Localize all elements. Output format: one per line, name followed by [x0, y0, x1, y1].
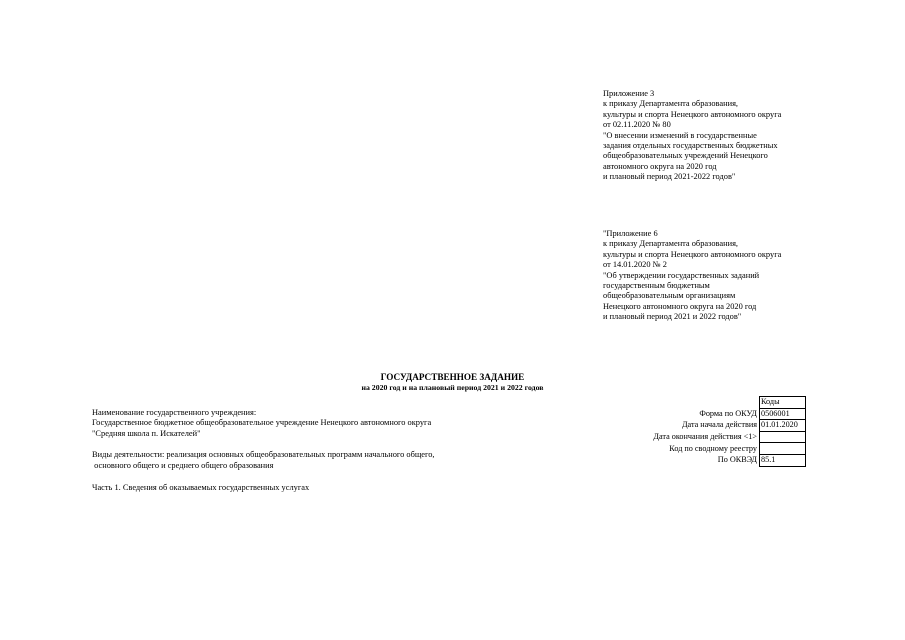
- codes-row-label: По ОКВЭД: [717, 455, 757, 465]
- institution-name: Государственное бюджетное общеобразовательное учреждение Ненецкого автономного округа: [92, 418, 432, 428]
- codes-row-value: [760, 443, 806, 455]
- appendix-3-line: "О внесении изменений в государственные: [603, 130, 757, 140]
- appendix-3-line: и плановый период 2021-2022 годов": [603, 172, 736, 182]
- appendix-6-line: и плановый период 2021 и 2022 годов": [603, 312, 742, 322]
- institution-label: Наименование государственного учреждения:: [92, 408, 257, 417]
- appendix-6-header: [603, 229, 781, 323]
- part-1-heading: Часть 1. Сведения об оказываемых государственных услугах: [92, 483, 310, 493]
- activities-line: основного общего и среднего общего образования: [92, 460, 274, 470]
- activities-line: Виды деятельности: реализация основных общеобразовательных программ начального общего,: [92, 450, 435, 460]
- appendix-3-line: культуры и спорта Ненецкого автономного округа: [603, 109, 782, 119]
- codes-row: [596, 454, 806, 466]
- codes-row-label: Форма по ОКУД: [699, 408, 757, 418]
- codes-row-value: 85.1: [760, 454, 806, 466]
- appendix-6-line: к приказу Департамента образования,: [603, 239, 739, 249]
- codes-row-value: 0506001: [760, 408, 806, 420]
- appendix-6-line: культуры и спорта Ненецкого автономного округа: [603, 249, 782, 259]
- appendix-6-line: от 14.01.2020 № 2: [603, 260, 667, 270]
- appendix-6-line: "Об утверждении государственных заданий: [603, 270, 760, 280]
- appendix-6-line: "Приложение 6: [603, 229, 658, 238]
- document-title: ГОСУДАРСТВЕННОЕ ЗАДАНИЕ: [380, 372, 525, 382]
- codes-row-label: Дата начала действия: [681, 420, 757, 430]
- document-subtitle: на 2020 год и на плановый период 2021 и 2022 годов: [361, 383, 544, 392]
- codes-row-label: Дата окончания действия <1>: [653, 432, 757, 442]
- codes-table: [596, 396, 806, 467]
- codes-row: [596, 443, 806, 455]
- appendix-6-line: общеобразовательным организациям: [603, 291, 736, 301]
- appendix-3-line: автономного округа на 2020 год: [603, 161, 717, 171]
- appendix-3-line: общеобразовательных учреждений Ненецкого: [603, 151, 768, 161]
- appendix-3-line: от 02.11.2020 № 80: [603, 120, 671, 130]
- appendix-3-line: к приказу Департамента образования,: [603, 99, 739, 109]
- appendix-3-line: Приложение 3: [603, 89, 655, 98]
- codes-row-value: 01.01.2020: [760, 420, 806, 432]
- institution-info: [92, 408, 435, 493]
- codes-header-row: [596, 397, 806, 409]
- appendix-6-line: государственным бюджетным: [603, 281, 710, 291]
- codes-row-value: [760, 431, 806, 443]
- appendix-6-line: Ненецкого автономного округа на 2020 год: [603, 301, 757, 311]
- appendix-3-line: задания отдельных государственных бюджетных: [603, 141, 778, 151]
- institution-name-short: "Средняя школа п. Искателей": [92, 428, 201, 438]
- codes-row: [596, 408, 806, 420]
- codes-row: [596, 420, 806, 432]
- codes-row: [596, 431, 806, 443]
- codes-row-label: Код по сводному реестру: [669, 443, 757, 453]
- codes-header: Коды: [760, 397, 806, 409]
- appendix-3-header: [603, 89, 781, 183]
